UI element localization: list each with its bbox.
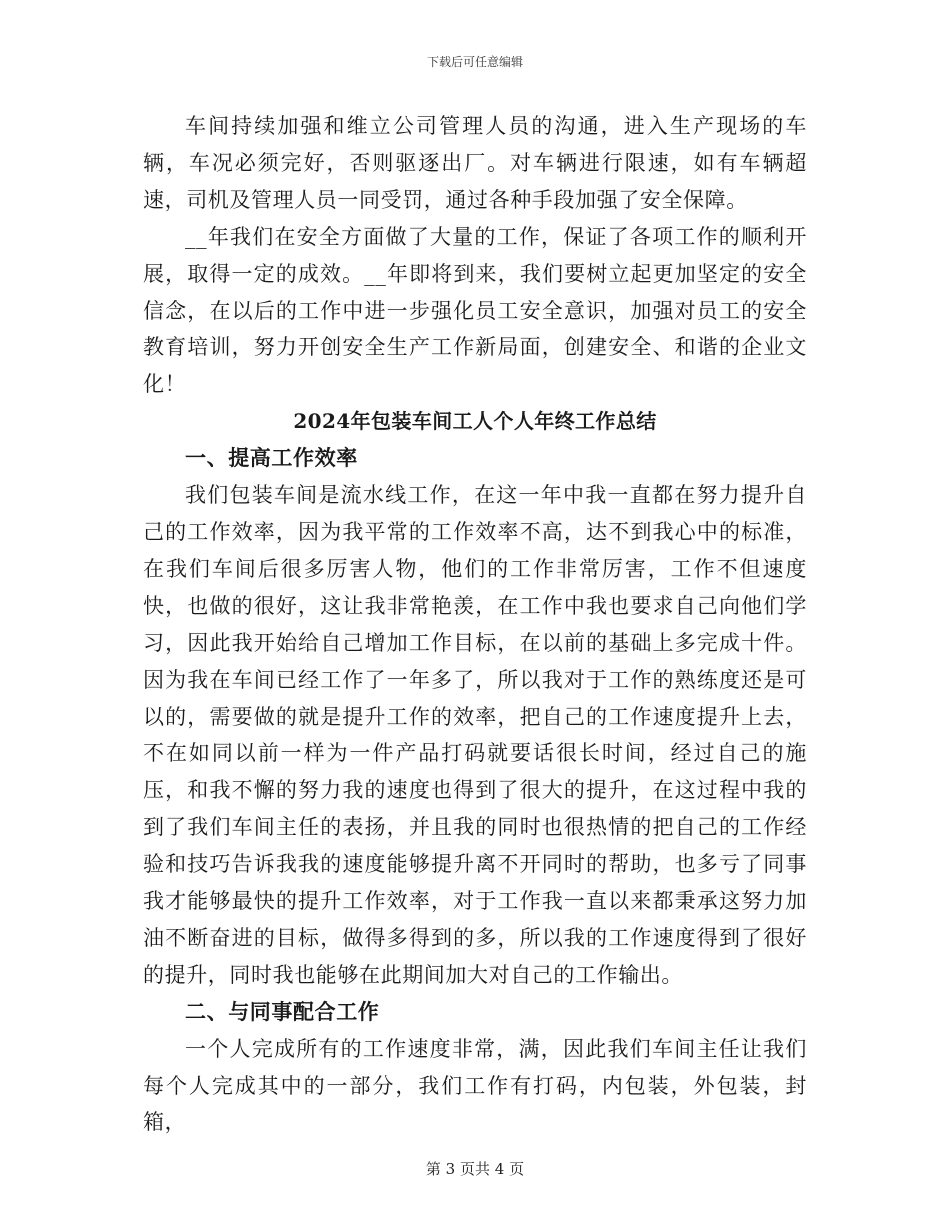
paragraph-vehicle-safety: 车间持续加强和维立公司管理人员的沟通，进入生产现场的车辆，车况必须完好，否则驱逐出厂。对车辆进行限速，如有车辆超速，司机及管理人员一同受罚，通过各种手段加强了安全保障。	[143, 114, 807, 212]
section-heading-teamwork: 二、与同事配合工作	[185, 998, 380, 1024]
paragraph-safety-summary: __年我们在安全方面做了大量的工作，保证了各项工作的顺利开展，取得一定的成效。__年即将到来，我们要树立起更加坚定的安全信念，在以后的工作中进一步强化员工安全意识，加强对员工的安全教育培训，努力开创安全生产工作新局面，创建安全、和谐的企业文化！	[143, 224, 807, 397]
page-header: 下载后可任意编辑	[426, 55, 523, 69]
paragraph-teamwork: 一个人完成所有的工作速度非常，满，因此我们车间主任让我们每个人完成其中的一部分，我们工作有打码，内包装，外包装，封箱，	[143, 1036, 807, 1135]
document-title: 2024年包装车间工人个人年终工作总结	[293, 409, 657, 434]
document-body	[143, 108, 807, 1141]
section-heading-efficiency: 一、提高工作效率	[185, 445, 358, 471]
paragraph-efficiency: 我们包装车间是流水线工作，在这一年中我一直都在努力提升自己的工作效率，因为我平常的工作效率不高，达不到我心中的标准，在我们车间后很多厉害人物，他们的工作非常厉害，工作不但速度快，也做的很好，这让我非常艳羡，在工作中我也要求自己向他们学习，因此我开始给自己增加工作目标，在以前的基础上多完成十件。因为我在车间已经工作了一年多了，所以我对于工作的熟练度还是可以的，需要做的就是提升工作的效率，把自己的工作速度提升上去，不在如同以前一样为一件产品打码就要话很长时间，经过自己的施压，和我不懈的努力我的速度也得到了很大的提升，在这过程中我的到了我们车间主任的表扬，并且我的同时也很热情的把自己的工作经验和技巧告诉我我的速度能够提升离不开同时的帮助，也多亏了同事我才能够最快的提升工作效率，对于工作我一直以来都秉承这努力加油不断奋进的目标，做得多得到的多，所以我的工作速度得到了很好的提升，同时我也能够在此期间加大对自己的工作输出。	[143, 483, 807, 987]
page-number: 第 3 页共 4 页	[425, 1160, 525, 1178]
